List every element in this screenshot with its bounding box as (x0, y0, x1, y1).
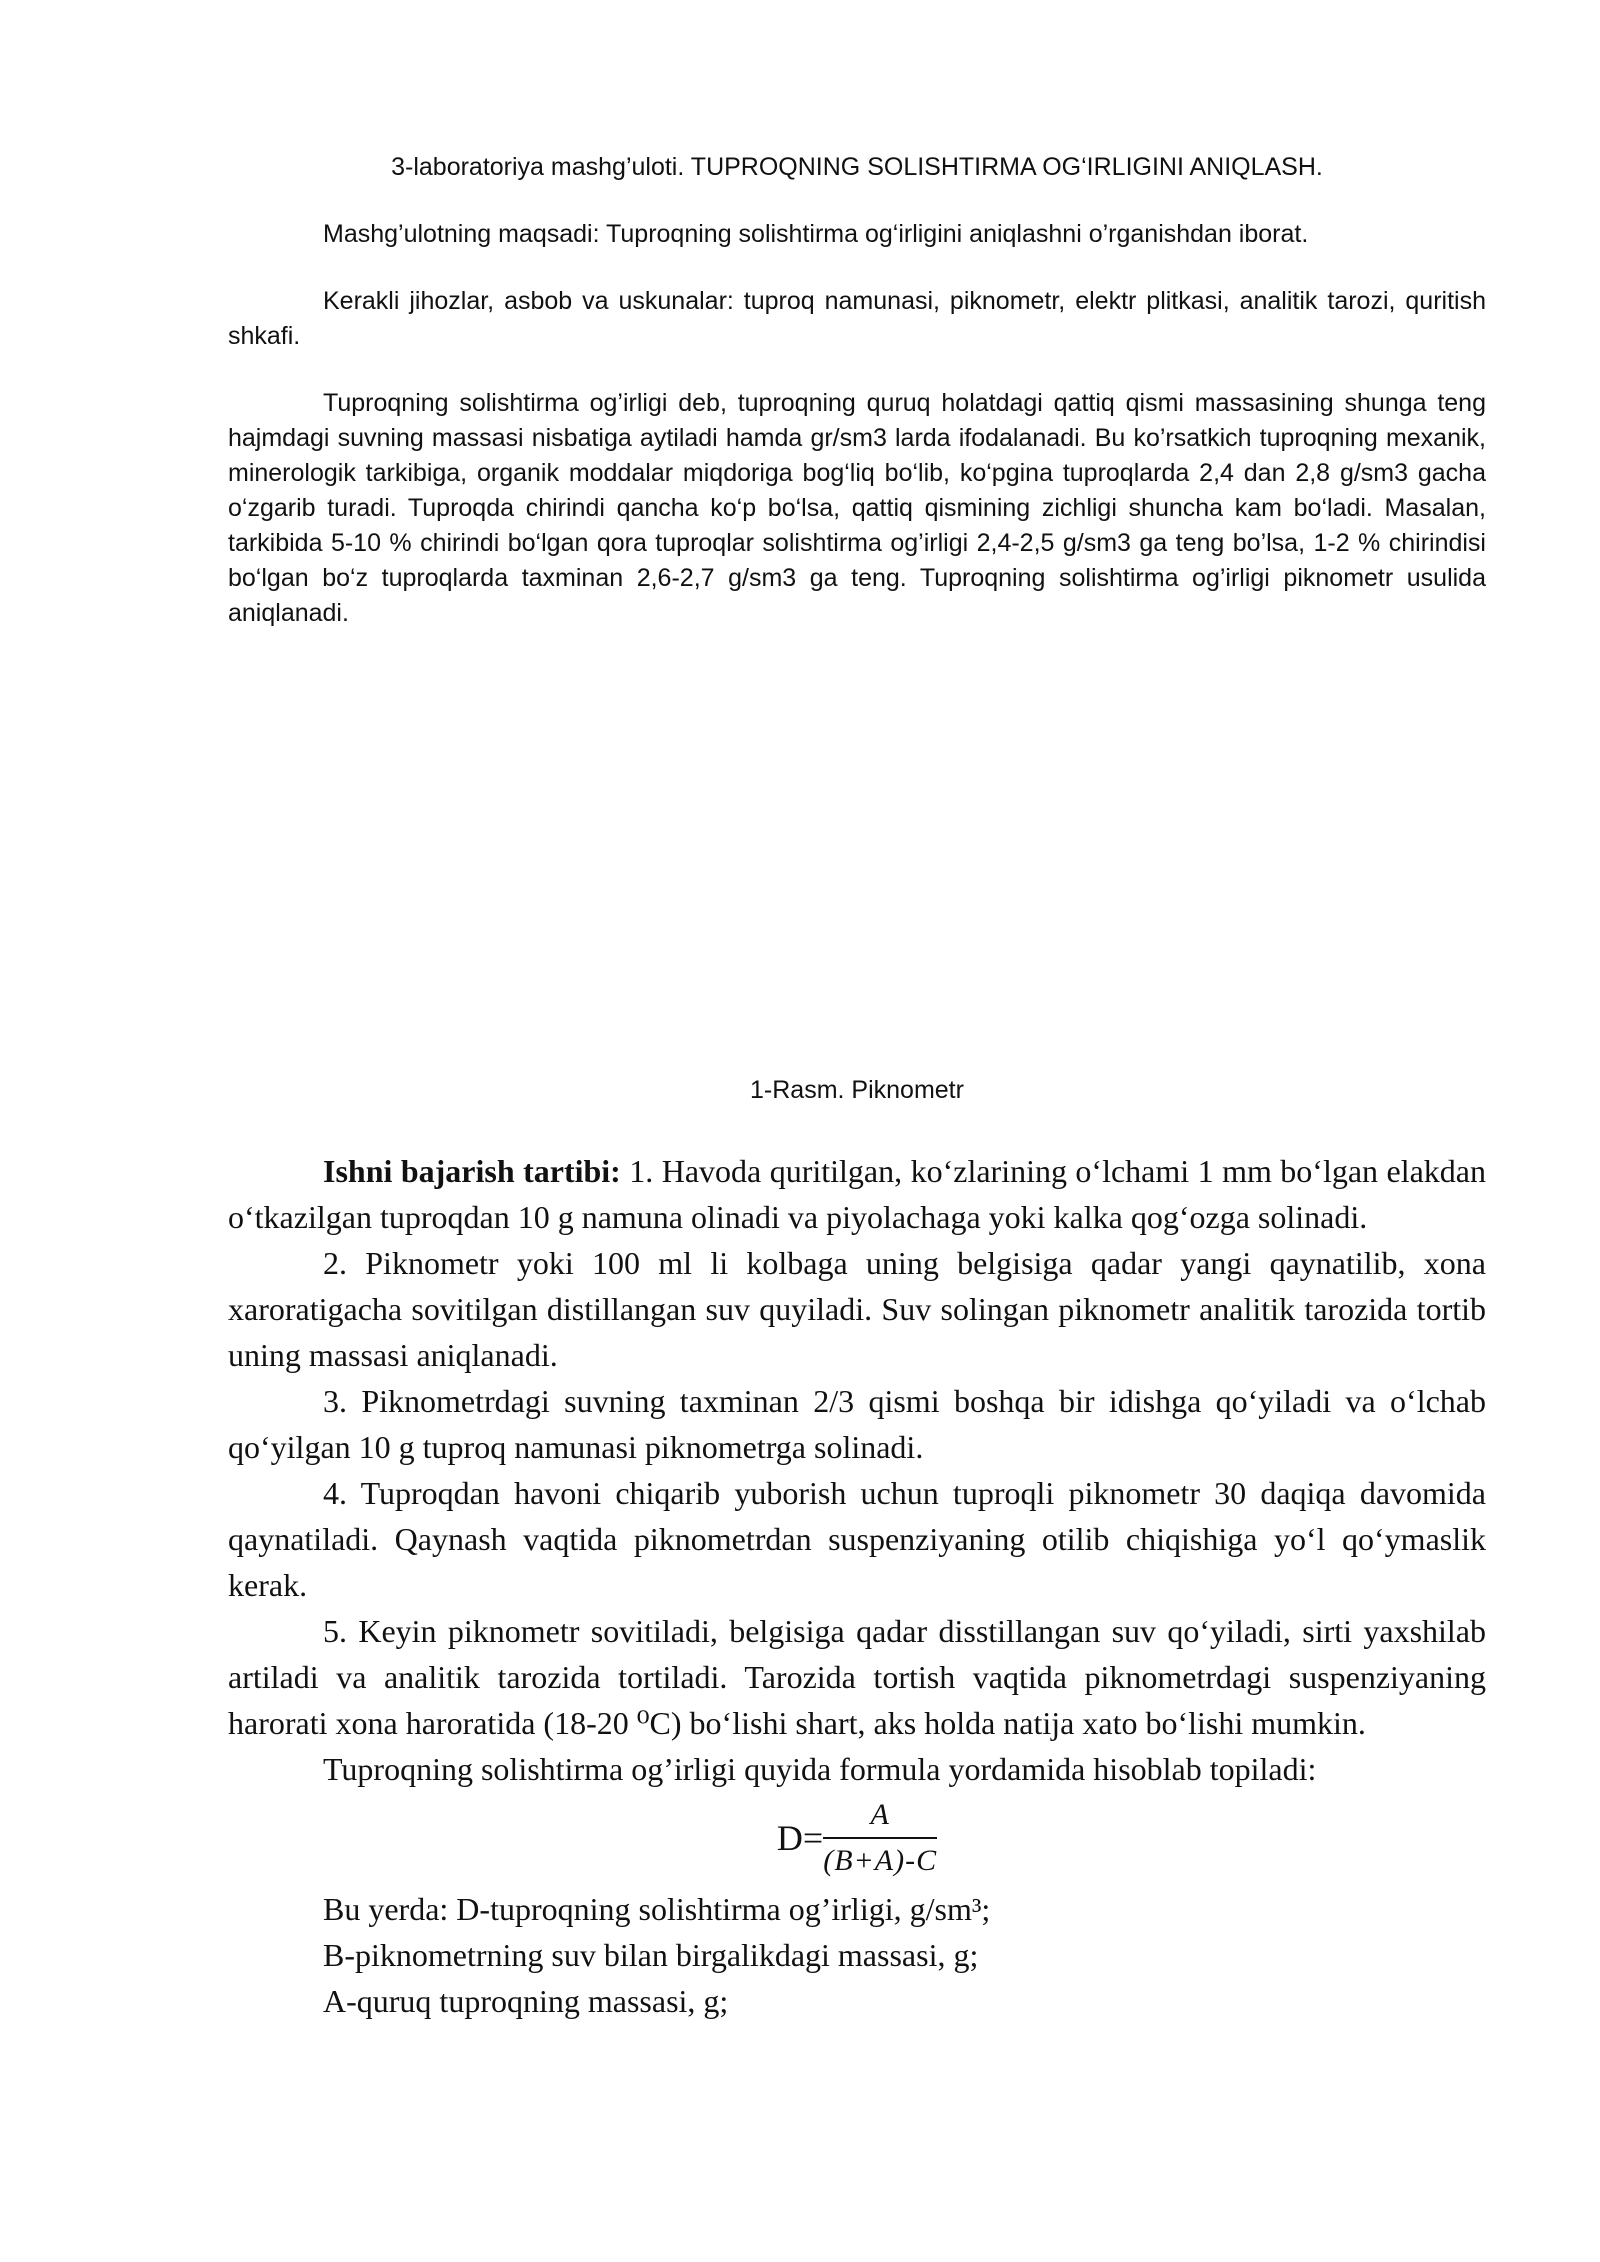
formula-numerator: A (823, 1796, 937, 1839)
equipment-paragraph: Kerakli jihozlar, asbob va uskunalar: tuproq namunasi, piknometr, elektr plitkasi, analitik tarozi, quritish shkafi. (228, 287, 1486, 350)
legend-line-d: Bu yerda: D-tuproqning solishtirma og’irligi, g/sm³; (323, 1891, 991, 1927)
purpose-paragraph: Mashg’ulotning maqsadi: Tuproqning solishtirma og‘irligini aniqlashni o’rganishdan iborat. (323, 220, 1309, 248)
legend-line-b: B-piknometrning suv bilan birgalikdagi massasi, g; (323, 1937, 979, 1973)
procedure-step-1-text: 1. Havoda quritilgan, ko‘zlarining o‘lchami 1 mm bo‘lgan elakdan o‘tkazilgan tuproqdan 10 g namuna olinadi va piyolachaga yoki kalka qog‘ozga solinadi. (228, 1153, 1487, 1235)
formula-fraction (823, 1796, 937, 1880)
procedure-step-5: 5. Keyin piknometr sovitiladi, belgisiga qadar disstillangan suv qo‘yiladi, sirti yaxshilab artiladi va analitik tarozida tortiladi. Tarozida tortish vaqtida piknometrdagi suspenziyaning harorati xona haroratida (18-20 ⁰C) bo‘lishi shart, aks holda natija xato bo‘lishi mumkin. (228, 1613, 1486, 1741)
figure-caption: 1-Rasm. Piknometr (750, 1076, 964, 1104)
figure-placeholder (228, 663, 1486, 1073)
legend-line-a: A-quruq tuproqning massasi, g; (323, 1983, 729, 2019)
procedure-section (228, 1148, 1486, 2024)
page-title: 3-laboratoriya mashg’uloti. TUPROQNING SOLISHTIRMA OG‘IRLIGINI ANIQLASH. (391, 153, 1323, 181)
procedure-step-4: 4. Tuproqdan havoni chiqarib yuborish uchun tuproqli piknometr 30 daqiqa davomida qaynatiladi. Qaynash vaqtida piknometrdan suspenziyaning otilib chiqishiga yo‘l qo‘ymaslik kerak. (228, 1475, 1486, 1603)
procedure-step-2: 2. Piknometr yoki 100 ml li kolbaga uning belgisiga qadar yangi qaynatilib, xona xaroratigacha sovitilgan distillangan suv quyiladi. Suv solingan piknometr analitik tarozida tortib uning massasi aniqlanadi. (228, 1245, 1486, 1373)
formula-intro-paragraph: Tuproqning solishtirma og’irligi quyida formula yordamida hisoblab topiladi: (323, 1751, 1317, 1787)
procedure-heading: Ishni bajarish tartibi: (323, 1153, 621, 1189)
formula-denominator: (B+A)-C (823, 1844, 938, 1877)
procedure-step-3: 3. Piknometrdagi suvning taxminan 2/3 qismi boshqa bir idishga qo‘yiladi va o‘lchab qo‘yilgan 10 g tuproq namunasi piknometrga solinadi. (228, 1383, 1486, 1465)
description-paragraph: Tuproqning solishtirma og’irligi deb, tuproqning quruq holatdagi qattiq qismi massasining shunga teng hajmdagi suvning massasi nisbatiga aytiladi hamda gr/sm3 larda ifodalanadi. Bu ko’rsatkich tuproqning mexanik, minerologik tarkibiga, organik moddalar miqdoriga bog‘liq bo‘lib, ko‘pgina tuproqlarda 2,4 dan 2,8 g/sm3 gacha o‘zgarib turadi. Tuproqda chirindi qancha ko‘p bo‘lsa, qattiq qismining zichligi shuncha kam bo‘ladi. Masalan, tarkibida 5-10 % chirindi bo‘lgan qora tuproqlar solishtirma og’irligi 2,4-2,5 g/sm3 ga teng bo’lsa, 1-2 % chirindisi bo‘lgan bo‘z tuproqlarda taxminan 2,6-2,7 g/sm3 ga teng. Tuproqning solishtirma og’irligi piknometr usulida aniqlanadi. (228, 389, 1486, 627)
formula-lhs: D= (776, 1818, 824, 1858)
density-formula (228, 1796, 1486, 1880)
procedure-step-1 (228, 1148, 1486, 1240)
